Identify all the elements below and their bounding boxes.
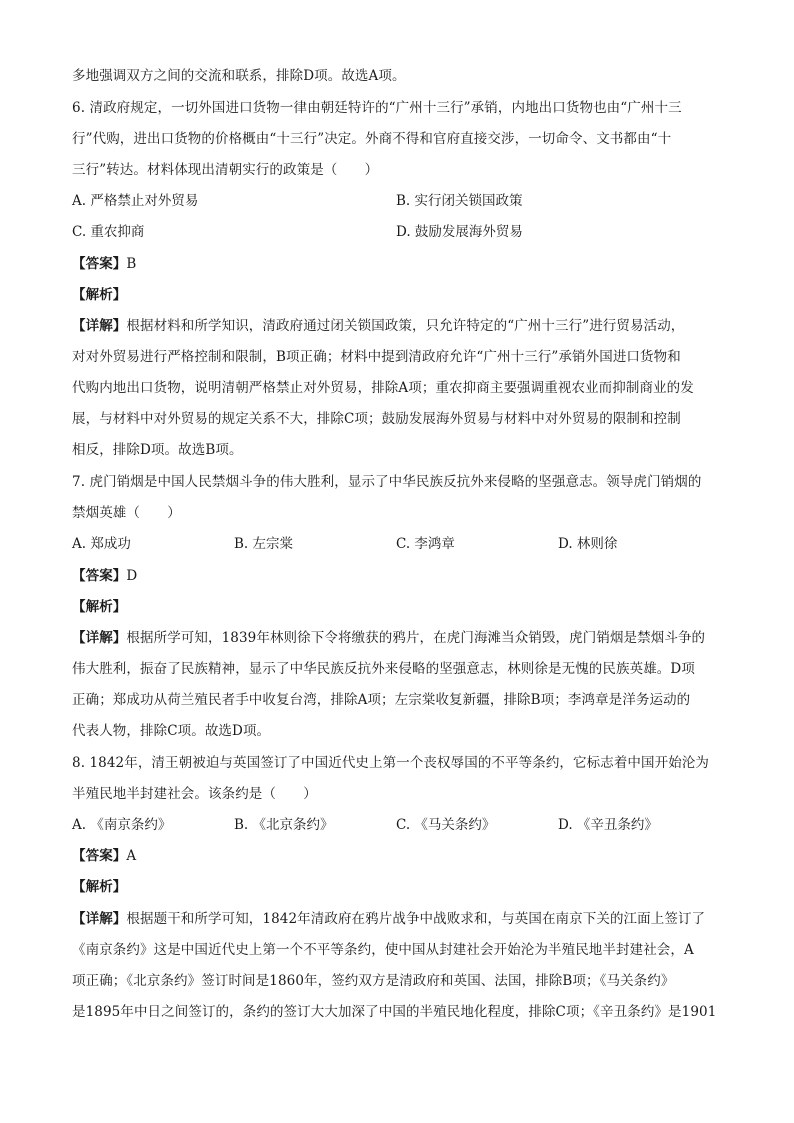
- explanation-text: 相反，排除D项。故选B项。: [72, 442, 243, 458]
- question-8-stem: 8. 1842年，清王朝被迫与英国签订了中国近代史上第一个丧权辱国的不平等条约，它标志着中国开始沦为: [72, 755, 710, 771]
- option-a: A. 严格禁止对外贸易: [72, 193, 199, 209]
- explanation-text: 对对外贸易进行严格控制和限制，B项正确；材料中提到清政府允许“广州十三行”承销外国进口货物和: [72, 349, 681, 365]
- detail-tag: 【详解】: [72, 911, 127, 927]
- question-6-stem: 6. 清政府规定，一切外国进口货物一律由朝廷特许的“广州十三行”承销，内地出口货物也由“广州十三: [72, 100, 682, 116]
- analysis-tag: 【解析】: [72, 599, 127, 615]
- question-7-stem: 禁烟英雄（ ）: [72, 505, 181, 521]
- explanation-text: 根据所学可知，1839年林则徐下令将缴获的鸦片，在虎门海滩当众销毁，虎门销烟是禁烟斗争的: [126, 630, 706, 646]
- option-c: C. 《马关条约》: [396, 817, 496, 833]
- detail-tag: 【详解】: [72, 630, 127, 646]
- option-d: D. 《辛丑条约》: [558, 817, 658, 833]
- answer-line: [72, 566, 732, 586]
- text-line: 多地强调双方之间的交流和联系，排除D项。故选A项。: [72, 68, 406, 84]
- option-a: A. 《南京条约》: [72, 817, 172, 833]
- answer-tag: 【答案】: [72, 568, 127, 584]
- explanation-text: 正确；郑成功从荷兰殖民者手中收复台湾，排除A项；左宗棠收复新疆，排除B项；李鸿章是洋务运动的: [72, 692, 691, 708]
- answer-value: B: [126, 256, 137, 272]
- answer-tag: 【答案】: [72, 848, 127, 864]
- question-6-stem: 三行”转达。材料体现出清朝实行的政策是（ ）: [72, 162, 379, 178]
- explanation-text: 《南京条约》这是中国近代史上第一个不平等条约，使中国从封建社会开始沦为半殖民地半封建社会，A: [72, 942, 694, 958]
- question-7-stem: 7. 虎门销烟是中国人民禁烟斗争的伟大胜利，显示了中华民族反抗外来侵略的坚强意志。领导虎门销烟的: [72, 474, 702, 490]
- explanation-text: 项正确；《北京条约》签订时间是1860年，签约双方是清政府和英国、法国，排除B项；《马关条约》: [72, 973, 675, 989]
- answer-line: [72, 846, 732, 866]
- answer-value: D: [126, 568, 138, 584]
- explanation-text: 伟大胜利，振奋了民族精神，显示了中华民族反抗外来侵略的坚强意志，林则徐是无愧的民族英雄。D项: [72, 661, 695, 677]
- explanation-line: [72, 628, 732, 648]
- explanation-text: 代表人物，排除C项。故选D项。: [72, 723, 271, 739]
- explanation-line: [72, 316, 732, 336]
- answer-value: A: [126, 848, 137, 864]
- option-c: C. 重农抑商: [72, 224, 145, 240]
- detail-tag: 【详解】: [72, 318, 127, 334]
- explanation-text: 是1895年中日之间签订的，条约的签订大大加深了中国的半殖民地化程度，排除C项；《辛丑条约》是1901: [72, 1004, 717, 1020]
- option-d: D. 林则徐: [558, 536, 618, 552]
- explanation-text: 根据材料和所学知识，清政府通过闭关锁国政策，只允许特定的“广州十三行”进行贸易活动，: [126, 318, 685, 334]
- analysis-tag: 【解析】: [72, 287, 127, 303]
- explanation-text: 根据题干和所学可知，1842年清政府在鸦片战争中战败求和，与英国在南京下关的江面上签订了: [126, 911, 706, 927]
- option-b: B. 左宗棠: [234, 536, 294, 552]
- answer-tag: 【答案】: [72, 256, 127, 272]
- option-b: B. 《北京条约》: [234, 817, 334, 833]
- option-a: A. 郑成功: [72, 536, 131, 552]
- explanation-text: 代购内地出口货物，说明清朝严格禁止对外贸易，排除A项；重农抑商主要强调重视农业而抑制商业的发: [72, 380, 694, 396]
- option-d: D. 鼓励发展海外贸易: [396, 224, 523, 240]
- answer-line: [72, 254, 732, 274]
- question-6-stem: 行”代购，进出口货物的价格概由“十三行”决定。外商不得和官府直接交涉，一切命令、文书都由“十: [72, 131, 672, 147]
- explanation-text: 展，与材料中对外贸易的规定关系不大，排除C项；鼓励发展海外贸易与材料中对外贸易的限制和控制: [72, 411, 681, 427]
- explanation-line: [72, 909, 732, 929]
- option-b: B. 实行闭关锁国政策: [396, 193, 523, 209]
- option-c: C. 李鸿章: [396, 536, 455, 552]
- question-8-stem: 半殖民地半封建社会。该条约是（ ）: [72, 786, 317, 802]
- analysis-tag: 【解析】: [72, 879, 127, 895]
